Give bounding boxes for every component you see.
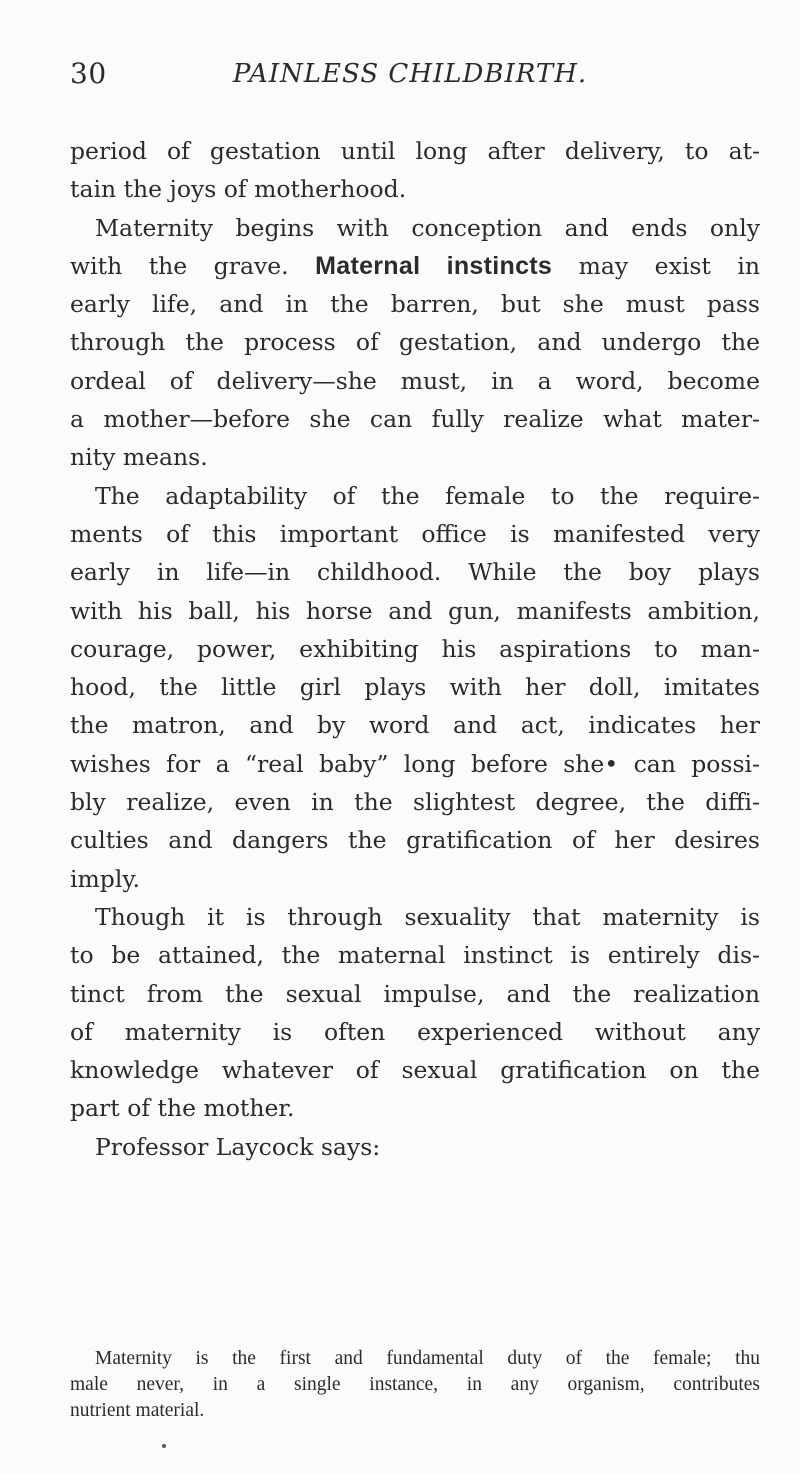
page-header: [70, 54, 750, 94]
text-line: hood, the little girl plays with her doll, imitates: [70, 673, 760, 702]
text-fragment: may exist in: [578, 251, 760, 280]
block-quote: [70, 1346, 760, 1424]
text-line: through the process of gestation, and undergo the: [70, 328, 760, 357]
text-line: early life, and in the barren, but she must pass: [70, 290, 760, 319]
text-line: [70, 247, 760, 285]
text-line: a mother—before she can fully realize what mater-: [70, 405, 760, 434]
running-head: PAINLESS CHILDBIRTH.: [232, 59, 588, 89]
text-line: the matron, and by word and act, indicates her: [70, 711, 760, 740]
text-line: tain the joys of motherhood.: [70, 175, 407, 204]
text-line: courage, power, exhibiting his aspirations to man-: [70, 634, 760, 663]
body-text: [70, 132, 760, 1166]
text-line: ordeal of delivery—she must, in a word, become: [70, 366, 760, 395]
text-line: imply.: [70, 864, 140, 893]
text-line: nity means.: [70, 443, 208, 472]
text-line: ments of this important office is manifested very: [70, 519, 760, 548]
ink-speck: [162, 1444, 166, 1448]
quote-line: nutrient material.: [70, 1400, 205, 1421]
text-line: with his ball, his horse and gun, manifests ambition,: [70, 596, 760, 625]
text-line: The adaptability of the female to the require-: [95, 481, 760, 510]
emphasized-phrase: Maternal instincts: [315, 251, 553, 280]
text-line: culties and dangers the gratification of her desires: [70, 826, 760, 855]
text-line: Professor Laycock says:: [95, 1132, 381, 1161]
text-line: Maternity begins with conception and ends only: [95, 213, 760, 242]
text-fragment: with the grave.: [70, 251, 289, 280]
text-line: tinct from the sexual impulse, and the realization: [70, 979, 760, 1008]
quote-line: male never, in a single instance, in any organism, contributes: [70, 1374, 760, 1395]
text-line: Though it is through sexuality that maternity is: [95, 902, 760, 931]
text-line: part of the mother.: [70, 1094, 295, 1123]
page-number: 30: [70, 57, 107, 90]
text-line: of maternity is often experienced without any: [70, 1017, 760, 1046]
text-line: knowledge whatever of sexual gratification on the: [70, 1056, 760, 1085]
text-line: early in life—in childhood. While the boy plays: [70, 558, 760, 587]
text-line: period of gestation until long after delivery, to at-: [70, 137, 760, 165]
text-line: bly realize, even in the slightest degree, the diffi-: [70, 788, 760, 817]
text-line: wishes for a “real baby” long before she• can possi-: [70, 749, 760, 778]
quote-line: Maternity is the first and fundamental duty of the female; thu: [95, 1348, 760, 1369]
text-line: to be attained, the maternal instinct is entirely dis-: [70, 941, 760, 970]
